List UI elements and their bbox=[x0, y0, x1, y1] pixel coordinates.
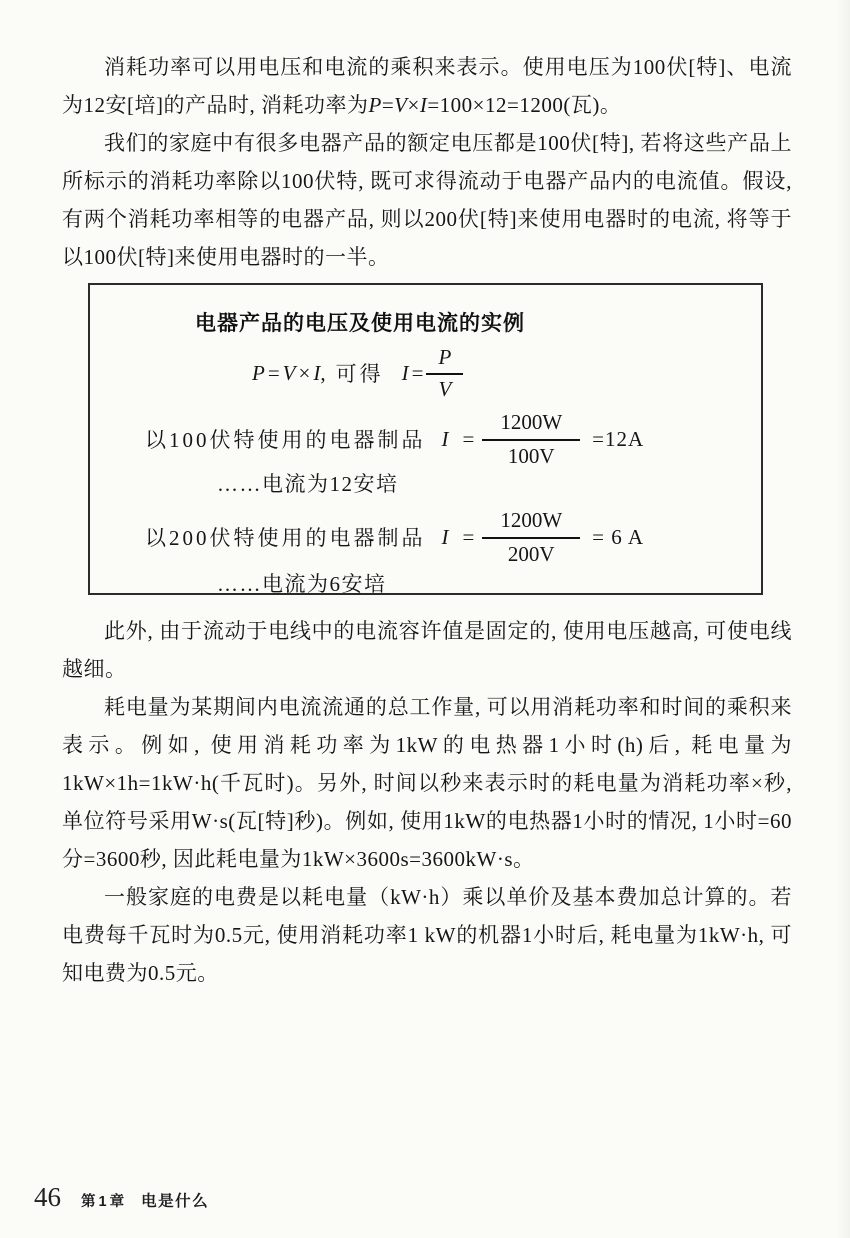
paragraph-wire-thickness: 此外, 由于流动于电线中的电流容许值是固定的, 使用电压越高, 可使电线越细。 bbox=[62, 619, 792, 681]
page-number: 46 bbox=[34, 1182, 61, 1212]
variable-i: I bbox=[401, 360, 409, 385]
paragraph-energy-consumption: 耗电量为某期间内电流流通的总工作量, 可以用消耗功率和时间的乘积来表示。例如, 使用消耗功率为1kW的电热器1小时(h)后, 耗电量为1kW×1h=1kW·h(千瓦时)。另外, 时间以秒来表示时的耗电量为消耗功率×秒, 单位符号采用W·s(瓦[特]秒)。例如, 使用1kW的电热器1小时的情况, 1小时=60分=3600秒, 因此耗电量为1kW×3600s=3600kW·s。 bbox=[62, 695, 792, 871]
example-note: ……电流为6安培 bbox=[217, 572, 387, 596]
example-result: = 6 A bbox=[592, 524, 645, 549]
page-footer bbox=[34, 1182, 209, 1213]
comma: , bbox=[320, 360, 326, 385]
times-sign: × bbox=[407, 93, 420, 117]
fraction-numerator bbox=[426, 345, 463, 375]
example-label: 以100伏特使用的电器制品 bbox=[145, 428, 426, 452]
formula-row bbox=[252, 345, 761, 401]
example-row-200v bbox=[145, 507, 761, 567]
variable-p: P bbox=[252, 360, 265, 385]
equals-sign: = bbox=[381, 93, 395, 117]
variable-v: V bbox=[438, 377, 452, 401]
variable-i: I bbox=[313, 360, 321, 385]
fraction-numerator: 1200W bbox=[482, 508, 580, 539]
fraction-1200w-over-100v bbox=[482, 410, 580, 468]
times-sign: × bbox=[298, 360, 311, 385]
variable-v: V bbox=[394, 93, 408, 117]
fraction-denominator bbox=[426, 375, 463, 401]
derive-label: 可得 bbox=[335, 362, 384, 386]
paragraph-electricity-fee: 一般家庭的电费是以耗电量（kW·h）乘以单价及基本费加总计算的。若电费每千瓦时为0.5元, 使用消耗功率1 kW的机器1小时后, 耗电量为1kW·h, 可知电费为0.5元。 bbox=[62, 885, 792, 985]
fraction-p-over-v bbox=[426, 345, 463, 401]
variable-v: V bbox=[282, 360, 296, 385]
example-label: 以200伏特使用的电器制品 bbox=[145, 526, 426, 550]
example-box-title: 电器产品的电压及使用电流的实例 bbox=[195, 312, 525, 335]
equals-sign: = bbox=[462, 426, 475, 451]
variable-i: I bbox=[419, 93, 428, 117]
paragraph-power-product bbox=[62, 48, 792, 124]
example-box bbox=[88, 283, 763, 595]
example-row-100v bbox=[145, 409, 761, 469]
equals-sign: = bbox=[411, 360, 424, 385]
chapter-title: 电是什么 bbox=[141, 1193, 210, 1210]
fraction-denominator: 200V bbox=[507, 542, 555, 566]
paragraph-text: 消耗功率可以用电压和电流的乘积来表示。使用电压为100伏[特]、电流为12安[培]的产品时, 消耗功率为 bbox=[62, 55, 792, 117]
fraction-1200w-over-200v bbox=[482, 508, 580, 566]
variable-p: P bbox=[438, 344, 452, 369]
fraction-numerator: 1200W bbox=[482, 410, 580, 441]
variable-i: I bbox=[441, 524, 449, 549]
variable-i: I bbox=[441, 426, 449, 451]
chapter-label: 第1章 bbox=[81, 1194, 128, 1210]
equals-sign: = bbox=[267, 360, 280, 385]
paragraph-text: =100×12=1200(瓦)。 bbox=[427, 93, 622, 117]
example-note: ……电流为12安培 bbox=[217, 472, 399, 496]
paragraph-rated-voltage: 我们的家庭中有很多电器产品的额定电压都是100伏[特], 若将这些产品上所标示的消耗功率除以100伏特, 既可求得流动于电器产品内的电流值。假设, 有两个消耗功率相等的电器产品, 则以200伏[特]来使用电器时的电流, 将等于以100伏[特]来使用电器时的一半。 bbox=[62, 131, 792, 269]
fraction-denominator: 100V bbox=[507, 444, 555, 468]
example-result: =12A bbox=[592, 426, 645, 451]
variable-p: P bbox=[368, 93, 382, 117]
equals-sign: = bbox=[462, 524, 475, 549]
